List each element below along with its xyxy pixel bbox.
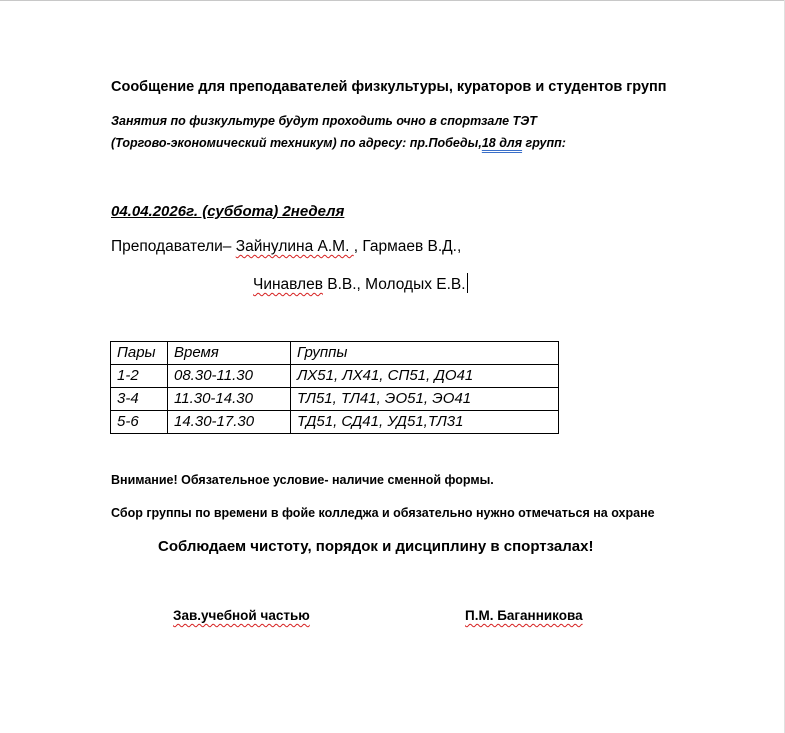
address-number: 18 для bbox=[481, 136, 523, 150]
document-title[interactable]: Сообщение для преподавателей физкультуры, кураторов и студентов групп bbox=[111, 79, 667, 95]
subtitle-line-1[interactable]: Занятия по физкультуре будут проходить очно в спортзале ТЭТ bbox=[111, 114, 537, 128]
cell-groups[interactable]: ЛХ51, ЛХ41, СП51, ДО41 bbox=[291, 365, 559, 388]
header-time[interactable]: Время bbox=[168, 342, 291, 365]
teachers-rest: В.В., Молодых Е.В. bbox=[322, 276, 466, 293]
cell-pairs[interactable]: 3-4 bbox=[111, 388, 168, 411]
subtitle-line-2-end: групп: bbox=[522, 136, 566, 150]
teachers-line-1[interactable] bbox=[111, 238, 461, 256]
cell-pairs[interactable]: 1-2 bbox=[111, 365, 168, 388]
teachers-prefix: Преподаватели– bbox=[111, 238, 236, 255]
page-top-border bbox=[0, 0, 785, 1]
header-groups[interactable]: Группы bbox=[291, 342, 559, 365]
subtitle-line-2[interactable] bbox=[111, 136, 566, 150]
cell-time[interactable]: 08.30-11.30 bbox=[168, 365, 291, 388]
subtitle-line-2-start: (Торгово-экономический техникум) по адресу: пр.Победы, bbox=[111, 136, 482, 150]
signature-name: П.М. Баганникова bbox=[465, 608, 583, 623]
cell-groups[interactable]: ТД51, СД41, УД51,ТЛ31 bbox=[291, 411, 559, 434]
date-heading[interactable]: 04.04.2026г. (суббота) 2неделя bbox=[111, 203, 345, 220]
signature-name-line[interactable] bbox=[465, 608, 583, 623]
cell-groups[interactable]: ТЛ51, ТЛ41, ЭО51, ЭО41 bbox=[291, 388, 559, 411]
teachers-line-2[interactable] bbox=[253, 273, 468, 294]
table-row bbox=[111, 411, 559, 434]
teacher-name-1: Зайнулина А.М. bbox=[235, 238, 354, 255]
cell-pairs[interactable]: 5-6 bbox=[111, 411, 168, 434]
table-row bbox=[111, 365, 559, 388]
teacher-name-2: Гармаев В.Д., bbox=[362, 238, 462, 255]
teacher-name-3: Чинавлев bbox=[253, 276, 323, 293]
table-header-row bbox=[111, 342, 559, 365]
signature-role[interactable]: Зав.учебной частью bbox=[173, 608, 310, 623]
gathering-note[interactable]: Сбор группы по времени в фойе колледжа и обязательно нужно отмечаться на охране bbox=[111, 506, 655, 520]
cell-time[interactable]: 11.30-14.30 bbox=[168, 388, 291, 411]
table-row bbox=[111, 388, 559, 411]
cell-time[interactable]: 14.30-17.30 bbox=[168, 411, 291, 434]
teachers-separator: , bbox=[353, 238, 363, 255]
motto-line[interactable]: Соблюдаем чистоту, порядок и дисциплину в спортзалах! bbox=[158, 538, 594, 555]
header-pairs[interactable]: Пары bbox=[111, 342, 168, 365]
schedule-table[interactable] bbox=[110, 341, 559, 434]
text-cursor bbox=[467, 273, 468, 293]
attention-note[interactable]: Внимание! Обязательное условие- наличие сменной формы. bbox=[111, 473, 494, 487]
